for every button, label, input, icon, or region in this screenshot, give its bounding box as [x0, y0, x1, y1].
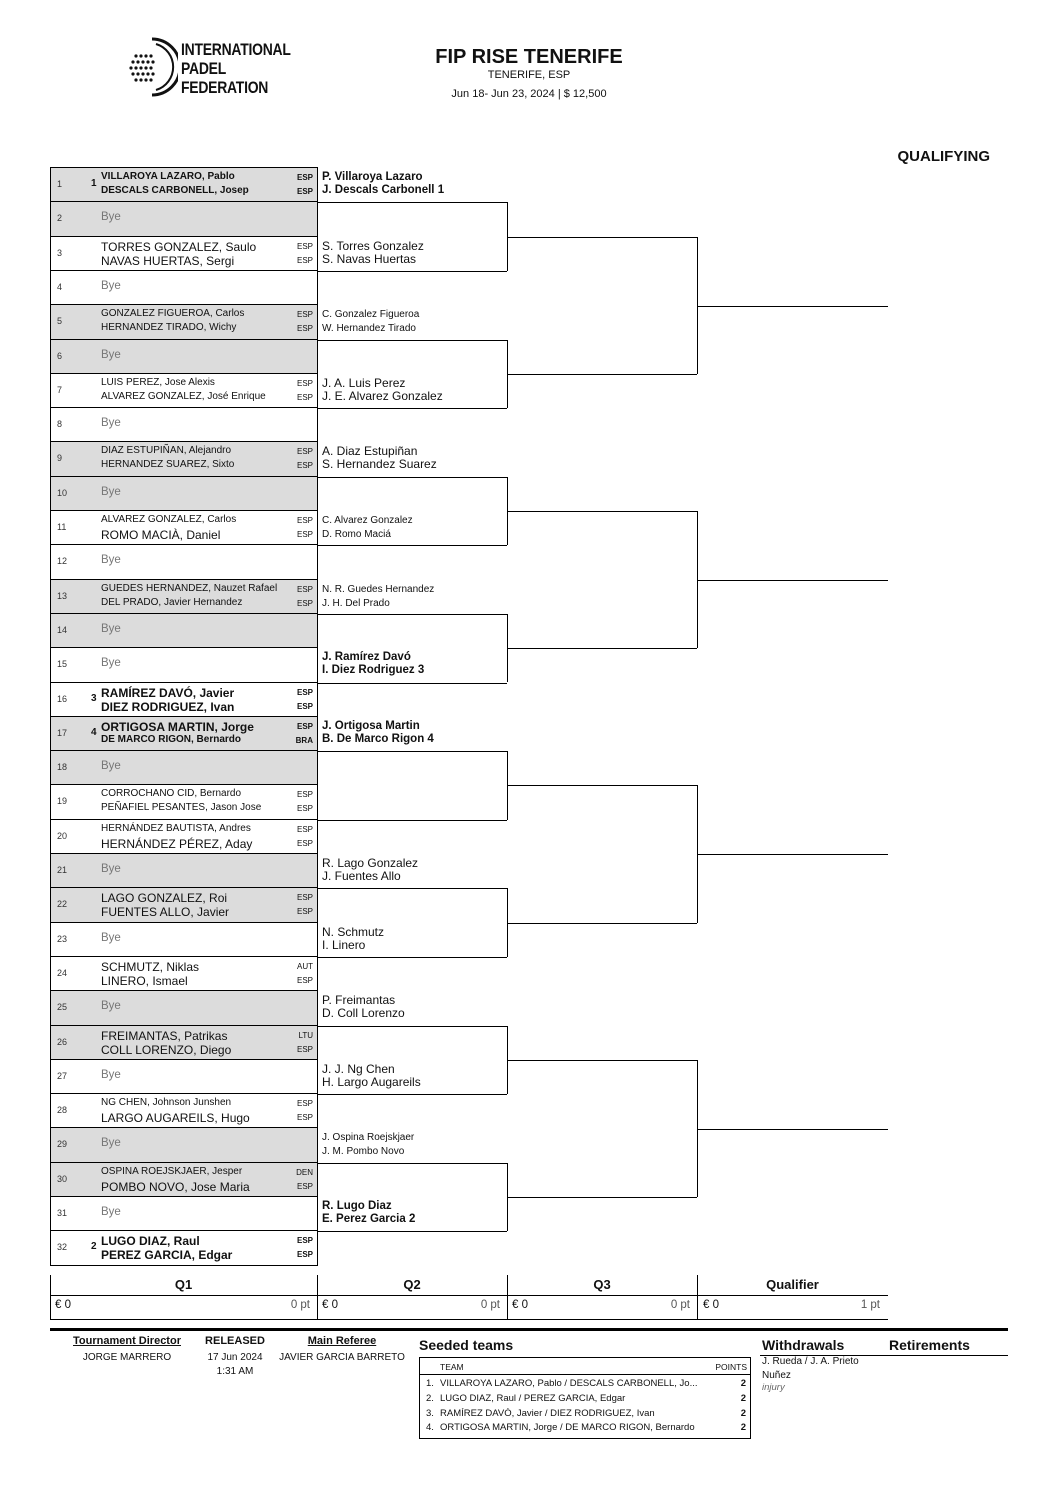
- seeded-row-num: 1.: [426, 1378, 434, 1389]
- seeded-header-rule: [420, 1374, 750, 1375]
- round-prize: € 0: [55, 1299, 71, 1311]
- referee-label: Main Referee: [307, 1335, 377, 1347]
- player-country: ESP: [296, 1113, 313, 1123]
- round2-player: J. A. Luis Perez: [322, 375, 406, 390]
- player-name: RAMÍREZ DAVÓ, Javier: [101, 685, 235, 700]
- draw-slot: [50, 304, 318, 339]
- round-prize: € 0: [512, 1299, 528, 1311]
- player-country: ESP: [296, 187, 313, 196]
- bracket-line: [697, 854, 888, 855]
- round-points: 1 pt: [860, 1299, 880, 1311]
- referee-name: JAVIER GARCIA BARRETO: [279, 1352, 405, 1363]
- round2-player: R. Lago Gonzalez: [322, 856, 419, 870]
- player-country: ESP: [296, 790, 313, 800]
- round-label-q2: Q2: [403, 1277, 421, 1292]
- draw-slot: [50, 613, 318, 648]
- player-name: LUIS PEREZ, Jose Alexis: [101, 376, 215, 388]
- round-prize: € 0: [322, 1299, 338, 1311]
- round2-team: [322, 994, 508, 1020]
- player-name: LARGO AUGAREILS, Hugo: [101, 1111, 250, 1126]
- player-country: ESP: [296, 893, 313, 903]
- draw-slot: [50, 407, 318, 442]
- seeded-row-num: 4.: [426, 1422, 434, 1433]
- draw-slot: [50, 956, 318, 991]
- seeded-row-team: RAMÍREZ DAVÓ, Javier / DIEZ RODRIGUEZ, Ivan: [440, 1408, 655, 1419]
- tournament-title: FIP RISE TENERIFE: [435, 46, 623, 68]
- bracket-line: [317, 477, 507, 478]
- logo-line: FEDERATION: [181, 78, 269, 97]
- bye-label: Bye: [101, 348, 121, 361]
- player-country: LTU: [298, 1030, 313, 1040]
- slot-number: 4: [57, 281, 63, 292]
- bracket-line: [317, 408, 507, 409]
- round2-team: [322, 377, 508, 403]
- bracket-line: [697, 306, 888, 307]
- bracket-line: [317, 1026, 507, 1027]
- player-name: SCHMUTZ, Niklas: [101, 959, 199, 974]
- player-name: ALVAREZ GONZALEZ, Carlos: [101, 514, 237, 525]
- withdrawal-line: J. Rueda / J. A. Prieto: [762, 1356, 859, 1367]
- draw-slot: [50, 339, 318, 374]
- bracket-line: [507, 1060, 697, 1061]
- round2-team: [322, 720, 508, 746]
- seeded-row-num: 3.: [426, 1408, 434, 1419]
- round-points: 0 pt: [290, 1299, 310, 1311]
- player-name: LINERO, Ismael: [101, 973, 188, 988]
- draw-slot: [50, 1093, 318, 1128]
- released-label: RELEASED: [205, 1335, 265, 1347]
- slot-number: 24: [57, 967, 68, 978]
- logo-line: PADEL: [181, 59, 226, 78]
- seed-number: 3: [91, 692, 97, 704]
- slot-number: 9: [57, 453, 63, 464]
- bracket-line: [317, 751, 507, 752]
- draw-slot: [50, 167, 318, 202]
- slot-number: 26: [57, 1036, 68, 1047]
- round2-player: S. Torres Gonzalez: [322, 238, 424, 253]
- player-name: HERNANDEZ SUAREZ, Sixto: [101, 459, 235, 471]
- round2-team: [322, 308, 508, 336]
- round2-player: J. Ortigosa Martin: [322, 719, 420, 732]
- round2-player: J. H. Del Prado: [322, 597, 390, 609]
- slot-number: 2: [57, 213, 63, 224]
- bye-label: Bye: [101, 554, 121, 567]
- round2-player: N. Schmutz: [322, 924, 385, 939]
- slot-number: 30: [57, 1173, 68, 1184]
- player-country: ESP: [296, 461, 313, 471]
- round2-player: S. Hernandez Suarez: [322, 457, 437, 472]
- bracket-line: [317, 820, 507, 821]
- bye-label: Bye: [101, 760, 121, 773]
- player-country: ESP: [296, 1236, 313, 1246]
- withdrawals-title: Withdrawals: [762, 1337, 845, 1353]
- slot-number: 14: [57, 624, 68, 635]
- player-name: FREIMANTAS, Patrikas: [101, 1028, 228, 1043]
- slot-number: 23: [57, 933, 68, 944]
- released-time: 1:31 AM: [216, 1366, 254, 1377]
- round2-player: I. Diez Rodriguez 3: [322, 664, 425, 677]
- player-country: ESP: [296, 392, 313, 402]
- slot-number: 13: [57, 590, 68, 601]
- slot-number: 19: [57, 796, 68, 807]
- player-country: ESP: [296, 687, 313, 697]
- slot-number: 28: [57, 1105, 68, 1116]
- withdrawal-line: Nuñez: [762, 1370, 791, 1381]
- round2-team: [322, 171, 508, 197]
- player-name: CORROCHANO CID, Bernardo: [101, 788, 242, 800]
- slot-number: 7: [57, 384, 63, 395]
- slot-number: 20: [57, 830, 68, 841]
- slot-number: 11: [57, 522, 67, 532]
- round2-player: J. J. Ng Chen: [322, 1061, 395, 1076]
- bye-label: Bye: [101, 657, 121, 670]
- player-name: DE MARCO RIGON, Bernardo: [101, 733, 242, 745]
- bye-label: Bye: [101, 863, 121, 875]
- round2-team: [322, 926, 508, 952]
- bracket-line: [317, 614, 507, 615]
- player-country: ESP: [296, 173, 313, 182]
- slot-number: 29: [57, 1139, 68, 1150]
- slot-number: 22: [57, 899, 68, 910]
- draw-slot: [50, 373, 318, 408]
- player-country: ESP: [296, 975, 313, 985]
- draw-slot: [50, 236, 318, 271]
- player-name: GONZALEZ FIGUEROA, Carlos: [101, 308, 245, 320]
- seeded-row: [426, 1393, 748, 1407]
- seeded-col-team: TEAM: [440, 1362, 464, 1372]
- slot-number: 12: [57, 556, 68, 567]
- slot-number: 6: [57, 350, 63, 361]
- draw-slot: [50, 544, 318, 579]
- round-label-qualifier: Qualifier: [766, 1277, 819, 1292]
- player-country: ESP: [296, 1181, 313, 1191]
- player-country: ESP: [296, 378, 313, 388]
- draw-slot: [50, 647, 318, 682]
- round2-team: [322, 583, 508, 611]
- footer-bottom-rule: [50, 1319, 888, 1320]
- draw-slot: [50, 716, 318, 751]
- bye-label: Bye: [101, 417, 121, 430]
- round2-player: B. De Marco Rigon 4: [322, 732, 434, 745]
- draw-slot: [50, 476, 318, 511]
- round2-team: [322, 1063, 508, 1089]
- draw-slot: [50, 922, 318, 957]
- bye-label: Bye: [101, 1068, 121, 1081]
- seeded-row-points: 2: [740, 1378, 746, 1389]
- round2-player: N. R. Guedes Hernandez: [322, 583, 435, 595]
- slot-number: 5: [57, 316, 63, 327]
- tournament-location: TENERIFE, ESP: [487, 69, 571, 81]
- seeded-row-team: VILLAROYA LAZARO, Pablo / DESCALS CARBONELL, Jo...: [440, 1378, 698, 1389]
- slot-number: 15: [57, 659, 68, 670]
- bracket-line: [507, 785, 697, 786]
- round-points: 0 pt: [480, 1299, 500, 1311]
- bye-label: Bye: [101, 1000, 121, 1013]
- director-name: JORGE MARRERO: [82, 1352, 172, 1363]
- draw-slot: [50, 819, 318, 854]
- draw-slot: [50, 853, 318, 888]
- draw-slot: [50, 1230, 318, 1265]
- bracket-line: [507, 511, 697, 512]
- round2-player: P. Villaroya Lazaro: [322, 171, 423, 183]
- seeded-row: [426, 1422, 748, 1436]
- round-label-q3: Q3: [593, 1277, 611, 1292]
- draw-slot: [50, 1196, 318, 1231]
- bracket-line: [317, 202, 507, 203]
- player-country: ESP: [296, 530, 313, 539]
- player-name: ALVAREZ GONZALEZ, José Enrique: [101, 390, 266, 402]
- bye-label: Bye: [101, 1137, 121, 1150]
- draw-slot: [50, 1025, 318, 1060]
- round2-player: J. Descals Carbonell 1: [322, 184, 445, 196]
- draw-slot: [50, 750, 318, 785]
- round2-team: [322, 514, 508, 542]
- round2-player: R. Lugo Diaz: [322, 1200, 392, 1212]
- player-name: ORTIGOSA MARTIN, Jorge: [101, 719, 254, 734]
- bracket-line: [697, 580, 888, 581]
- seeded-teams-table: [419, 1357, 751, 1439]
- seed-number: 1: [91, 178, 97, 189]
- slot-number: 8: [57, 419, 63, 430]
- player-country: ESP: [296, 255, 313, 265]
- round2-player: I. Linero: [322, 937, 366, 952]
- seeded-row-team: ORTIGOSA MARTIN, Jorge / DE MARCO RIGON, Bernardo: [440, 1422, 695, 1433]
- seeded-row-points: 2: [740, 1408, 746, 1419]
- draw-slot: [50, 682, 318, 717]
- withdrawal-reason: injury: [762, 1382, 785, 1393]
- seeded-row: [426, 1378, 748, 1392]
- seeded-row-num: 2.: [426, 1393, 434, 1404]
- bye-label: Bye: [101, 622, 121, 635]
- player-country: AUT: [297, 961, 313, 971]
- bye-label: Bye: [101, 931, 121, 944]
- round2-team: [322, 651, 508, 677]
- player-name: HERNÁNDEZ BAUTISTA, Andres: [101, 822, 251, 834]
- round2-team: [322, 857, 508, 883]
- player-country: ESP: [296, 804, 313, 814]
- slot-number: 18: [57, 762, 68, 773]
- round-label-q1: Q1: [174, 1277, 193, 1292]
- slot-number: 1: [57, 179, 63, 189]
- bye-label: Bye: [101, 1206, 121, 1218]
- player-country: ESP: [296, 838, 313, 848]
- slot-number: 17: [57, 727, 68, 738]
- slot-number: 10: [57, 487, 68, 498]
- player-name: TORRES GONZALEZ, Saulo: [101, 239, 257, 254]
- bracket-line: [697, 1129, 888, 1130]
- bracket-line: [317, 1163, 507, 1164]
- slot-number: 25: [57, 1002, 68, 1013]
- round2-player: J. Ramírez Davó: [322, 651, 411, 664]
- bracket-line: [317, 1094, 507, 1095]
- bracket-line: [317, 888, 507, 889]
- round2-player: J. E. Alvarez Gonzalez: [322, 388, 443, 403]
- player-name: LUGO DIAZ, Raul: [101, 1234, 200, 1249]
- slot-number: 32: [57, 1242, 68, 1253]
- round-points: 0 pt: [670, 1299, 690, 1311]
- draw-slot: [50, 201, 318, 236]
- player-name: NG CHEN, Johnson Junshen: [101, 1097, 232, 1109]
- seeded-row-team: LUGO DIAZ, Raul / PEREZ GARCIA, Edgar: [440, 1393, 626, 1404]
- player-name: OSPINA ROEJSKJAER, Jesper: [101, 1165, 243, 1177]
- draw-slot: [50, 510, 318, 545]
- round2-player: D. Coll Lorenzo: [322, 1006, 405, 1021]
- player-country: ESP: [296, 598, 313, 608]
- bracket-line: [507, 923, 697, 924]
- player-country: ESP: [296, 701, 313, 711]
- player-name: DIAZ ESTUPIÑAN, Alejandro: [101, 445, 232, 457]
- bracket-line: [507, 374, 697, 375]
- logo-line: INTERNATIONAL: [181, 40, 291, 59]
- player-name: FUENTES ALLO, Javier: [101, 905, 230, 920]
- player-name: DESCALS CARBONELL, Josep: [101, 185, 249, 196]
- round2-player: J. Ospina Roejskjaer: [322, 1132, 415, 1144]
- player-name: DIEZ RODRIGUEZ, Ivan: [101, 699, 235, 714]
- round2-player: E. Perez Garcia 2: [322, 1213, 416, 1225]
- bracket-line: [507, 1197, 697, 1198]
- retirements-title: Retirements: [889, 1337, 970, 1353]
- player-name: HERNÁNDEZ PÉREZ, Aday: [101, 836, 253, 851]
- draw-slot: [50, 784, 318, 819]
- director-label: Tournament Director: [73, 1335, 181, 1347]
- player-country: DEN: [296, 1167, 313, 1177]
- bracket-line: [317, 1231, 507, 1232]
- player-name: PEREZ GARCIA, Edgar: [101, 1248, 233, 1263]
- round2-player: W. Hernandez Tirado: [322, 323, 416, 335]
- released-date: 17 Jun 2024: [207, 1352, 263, 1363]
- round2-player: H. Largo Augareils: [322, 1074, 421, 1089]
- player-country: ESP: [296, 907, 313, 917]
- slot-number: 31: [57, 1208, 68, 1218]
- footer-top-rule: [50, 1295, 888, 1296]
- draw-slot: [50, 270, 318, 305]
- player-country: ESP: [296, 516, 313, 525]
- draw-slot: [50, 1162, 318, 1197]
- draw-slot: [50, 1059, 318, 1094]
- player-country: ESP: [296, 584, 313, 594]
- seed-number: 4: [91, 726, 97, 738]
- round2-team: [322, 1200, 508, 1226]
- bracket-line: [317, 683, 507, 684]
- slot-number: 3: [57, 247, 63, 258]
- seed-number: 2: [91, 1241, 97, 1253]
- player-name: PEÑAFIEL PESANTES, Jason Jose: [101, 802, 262, 814]
- round2-player: J. Fuentes Allo: [322, 869, 401, 883]
- draw-slot: [50, 1127, 318, 1162]
- bracket-line: [317, 340, 507, 341]
- draw-type-label: QUALIFYING: [897, 148, 990, 165]
- seeded-col-points: POINTS: [715, 1362, 747, 1372]
- player-country: ESP: [296, 1044, 313, 1054]
- round2-player: S. Navas Huertas: [322, 251, 417, 266]
- bracket-line: [317, 545, 507, 546]
- bracket-line: [317, 271, 507, 272]
- round2-player: J. M. Pombo Novo: [322, 1146, 405, 1158]
- player-name: POMBO NOVO, Jose Maria: [101, 1179, 250, 1194]
- slot-number: 21: [57, 865, 68, 875]
- player-name: GUEDES HERNANDEZ, Nauzet Rafael: [101, 582, 278, 594]
- player-country: ESP: [296, 721, 313, 731]
- bracket-line: [507, 237, 697, 238]
- round2-team: [322, 240, 508, 266]
- bye-label: Bye: [101, 485, 121, 498]
- player-name: ROMO MACIÀ, Daniel: [101, 528, 221, 542]
- tournament-dates-prize: Jun 18- Jun 23, 2024 | $ 12,500: [451, 88, 607, 100]
- officials-thick-rule: [50, 1328, 1008, 1331]
- round2-player: C. Alvarez Gonzalez: [322, 515, 413, 526]
- seeded-row-points: 2: [740, 1393, 746, 1404]
- draw-slot: [50, 441, 318, 476]
- player-country: ESP: [296, 1250, 313, 1260]
- player-country: ESP: [296, 824, 313, 834]
- round2-player: C. Gonzalez Figueroa: [322, 309, 420, 321]
- player-name: DEL PRADO, Javier Hernandez: [101, 596, 243, 608]
- player-country: ESP: [296, 1099, 313, 1109]
- slot-number: 27: [57, 1070, 68, 1081]
- player-country: ESP: [296, 241, 313, 251]
- player-name: LAGO GONZALEZ, Roi: [101, 891, 228, 906]
- bye-label: Bye: [101, 279, 121, 292]
- round2-player: A. Diaz Estupiñan: [322, 444, 418, 459]
- round2-team: [322, 1131, 508, 1159]
- bracket-line: [317, 957, 507, 958]
- round-prize: € 0: [703, 1299, 719, 1311]
- slot-number: 16: [57, 693, 68, 704]
- round2-team: [322, 445, 508, 471]
- player-name: COLL LORENZO, Diego: [101, 1042, 232, 1057]
- player-country: ESP: [296, 310, 313, 320]
- round2-player: P. Freimantas: [322, 993, 396, 1008]
- bracket-line: [507, 648, 697, 649]
- player-country: ESP: [296, 324, 313, 334]
- player-name: HERNANDEZ TIRADO, Wichy: [101, 322, 237, 334]
- seeded-row: [426, 1408, 748, 1422]
- seeded-row-points: 2: [740, 1422, 746, 1433]
- draw-slot: [50, 990, 318, 1025]
- bye-label: Bye: [101, 211, 121, 224]
- seeded-teams-title: Seeded teams: [419, 1337, 514, 1353]
- player-country: ESP: [296, 447, 313, 457]
- player-name: NAVAS HUERTAS, Sergi: [101, 253, 235, 268]
- draw-slot: [50, 887, 318, 922]
- round2-player: D. Romo Maciá: [322, 529, 391, 540]
- draw-slot: [50, 579, 318, 614]
- player-name: VILLAROYA LAZARO, Pablo: [101, 171, 235, 182]
- player-country: BRA: [295, 735, 313, 745]
